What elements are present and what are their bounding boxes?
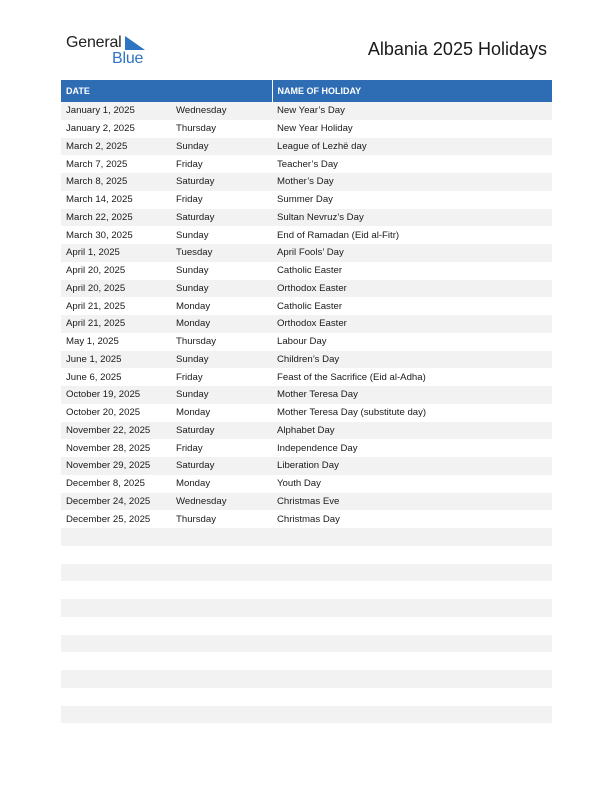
weekday-cell: Monday: [171, 475, 272, 493]
table-row: [61, 617, 552, 635]
holiday-date-cell: [61, 688, 171, 706]
holiday-date-cell: November 29, 2025: [61, 457, 171, 475]
holiday-name-cell: Labour Day: [272, 333, 552, 351]
holiday-date-cell: April 1, 2025: [61, 244, 171, 262]
holiday-date-cell: March 14, 2025: [61, 191, 171, 209]
weekday-cell: [171, 617, 272, 635]
table-row: [61, 510, 552, 528]
table-row: [61, 404, 552, 422]
holiday-date-cell: November 22, 2025: [61, 422, 171, 440]
holiday-name-cell: [272, 617, 552, 635]
holiday-name-cell: Orthodox Easter: [272, 315, 552, 333]
table-row: [61, 351, 552, 369]
weekday-cell: Saturday: [171, 422, 272, 440]
table-row: [61, 244, 552, 262]
table-row: [61, 457, 552, 475]
weekday-cell: Wednesday: [171, 493, 272, 511]
holiday-date-cell: [61, 581, 171, 599]
holiday-date-cell: [61, 617, 171, 635]
holiday-date-cell: January 1, 2025: [61, 102, 171, 120]
weekday-cell: Friday: [171, 191, 272, 209]
table-row: [61, 155, 552, 173]
holiday-date-cell: October 20, 2025: [61, 404, 171, 422]
weekday-cell: Sunday: [171, 226, 272, 244]
table-row: [61, 652, 552, 670]
holiday-name-cell: Catholic Easter: [272, 297, 552, 315]
weekday-cell: [171, 635, 272, 653]
table-row: [61, 564, 552, 582]
table-row: [61, 226, 552, 244]
holiday-name-cell: Orthodox Easter: [272, 280, 552, 298]
weekday-cell: Thursday: [171, 120, 272, 138]
weekday-cell: Wednesday: [171, 102, 272, 120]
weekday-cell: Tuesday: [171, 244, 272, 262]
table-row: [61, 475, 552, 493]
table-row: [61, 209, 552, 227]
holiday-name-cell: [272, 635, 552, 653]
weekday-cell: Sunday: [171, 386, 272, 404]
table-row: [61, 688, 552, 706]
holiday-name-cell: End of Ramadan (Eid al-Fitr): [272, 226, 552, 244]
holiday-name-cell: [272, 723, 552, 741]
weekday-cell: [171, 599, 272, 617]
weekday-cell: [171, 688, 272, 706]
weekday-cell: Friday: [171, 368, 272, 386]
table-row: [61, 102, 552, 120]
table-row: [61, 138, 552, 156]
weekday-cell: [171, 546, 272, 564]
table-row: [61, 706, 552, 724]
table-row: [61, 280, 552, 298]
holiday-date-cell: April 21, 2025: [61, 297, 171, 315]
table-row: [61, 120, 552, 138]
weekday-cell: Monday: [171, 404, 272, 422]
holiday-name-cell: Mother Teresa Day (substitute day): [272, 404, 552, 422]
weekday-cell: Sunday: [171, 351, 272, 369]
weekday-cell: Monday: [171, 297, 272, 315]
table-row: [61, 439, 552, 457]
weekday-cell: Sunday: [171, 280, 272, 298]
holiday-name-cell: Children’s Day: [272, 351, 552, 369]
holiday-name-cell: Christmas Eve: [272, 493, 552, 511]
holiday-date-cell: March 8, 2025: [61, 173, 171, 191]
holiday-name-cell: [272, 670, 552, 688]
column-header-date: DATE: [61, 80, 272, 102]
weekday-cell: [171, 581, 272, 599]
holiday-name-cell: [272, 564, 552, 582]
holiday-name-cell: [272, 706, 552, 724]
holiday-date-cell: December 25, 2025: [61, 510, 171, 528]
table-row: [61, 173, 552, 191]
table-row: [61, 386, 552, 404]
table-row: [61, 333, 552, 351]
table-row: [61, 546, 552, 564]
holiday-name-cell: Youth Day: [272, 475, 552, 493]
holiday-name-cell: Independence Day: [272, 439, 552, 457]
holiday-date-cell: January 2, 2025: [61, 120, 171, 138]
weekday-cell: Saturday: [171, 457, 272, 475]
table-header-row: [61, 80, 552, 102]
holiday-date-cell: [61, 706, 171, 724]
logo-triangle-icon: [125, 36, 145, 50]
table-body: [61, 102, 552, 741]
holiday-name-cell: Sultan Nevruz’s Day: [272, 209, 552, 227]
holiday-name-cell: New Year’s Day: [272, 102, 552, 120]
holiday-name-cell: [272, 652, 552, 670]
holiday-name-cell: [272, 528, 552, 546]
table-row: [61, 315, 552, 333]
holiday-date-cell: [61, 652, 171, 670]
table-row: [61, 581, 552, 599]
holiday-date-cell: November 28, 2025: [61, 439, 171, 457]
weekday-cell: Thursday: [171, 510, 272, 528]
holiday-name-cell: Alphabet Day: [272, 422, 552, 440]
holiday-date-cell: [61, 528, 171, 546]
weekday-cell: Friday: [171, 439, 272, 457]
holiday-date-cell: [61, 670, 171, 688]
holiday-name-cell: New Year Holiday: [272, 120, 552, 138]
weekday-cell: [171, 706, 272, 724]
weekday-cell: Thursday: [171, 333, 272, 351]
holiday-name-cell: Mother’s Day: [272, 173, 552, 191]
holiday-name-cell: [272, 688, 552, 706]
table-row: [61, 528, 552, 546]
holiday-name-cell: League of Lezhë day: [272, 138, 552, 156]
weekday-cell: [171, 528, 272, 546]
table-row: [61, 599, 552, 617]
holiday-date-cell: March 2, 2025: [61, 138, 171, 156]
weekday-cell: Sunday: [171, 138, 272, 156]
logo-text-general: General: [66, 34, 122, 51]
weekday-cell: [171, 670, 272, 688]
holiday-name-cell: Summer Day: [272, 191, 552, 209]
logo-text-blue: Blue: [112, 50, 144, 67]
holiday-date-cell: [61, 723, 171, 741]
holiday-date-cell: [61, 599, 171, 617]
weekday-cell: [171, 723, 272, 741]
weekday-cell: [171, 652, 272, 670]
holiday-date-cell: March 22, 2025: [61, 209, 171, 227]
holiday-date-cell: [61, 546, 171, 564]
table-row: [61, 297, 552, 315]
weekday-cell: Monday: [171, 315, 272, 333]
holiday-date-cell: June 6, 2025: [61, 368, 171, 386]
holiday-name-cell: Feast of the Sacrifice (Eid al-Adha): [272, 368, 552, 386]
holiday-date-cell: May 1, 2025: [61, 333, 171, 351]
holiday-name-cell: Liberation Day: [272, 457, 552, 475]
table-row: [61, 191, 552, 209]
weekday-cell: Friday: [171, 155, 272, 173]
table-row: [61, 723, 552, 741]
table-row: [61, 422, 552, 440]
holiday-name-cell: Teacher’s Day: [272, 155, 552, 173]
weekday-cell: Saturday: [171, 209, 272, 227]
holiday-name-cell: [272, 581, 552, 599]
generalblue-logo: [66, 34, 156, 68]
holiday-date-cell: December 8, 2025: [61, 475, 171, 493]
holiday-date-cell: March 7, 2025: [61, 155, 171, 173]
holiday-name-cell: April Fools’ Day: [272, 244, 552, 262]
page-title: Albania 2025 Holidays: [367, 39, 547, 59]
holiday-name-cell: Christmas Day: [272, 510, 552, 528]
holiday-name-cell: Mother Teresa Day: [272, 386, 552, 404]
table-row: [61, 368, 552, 386]
table-row: [61, 262, 552, 280]
holiday-name-cell: [272, 546, 552, 564]
holiday-date-cell: December 24, 2025: [61, 493, 171, 511]
table-row: [61, 493, 552, 511]
holiday-date-cell: April 20, 2025: [61, 262, 171, 280]
holiday-date-cell: [61, 635, 171, 653]
weekday-cell: Saturday: [171, 173, 272, 191]
holiday-date-cell: April 21, 2025: [61, 315, 171, 333]
weekday-cell: [171, 564, 272, 582]
table-row: [61, 635, 552, 653]
holiday-name-cell: [272, 599, 552, 617]
holiday-date-cell: [61, 564, 171, 582]
holiday-date-cell: March 30, 2025: [61, 226, 171, 244]
holiday-table: [61, 80, 552, 741]
holiday-date-cell: April 20, 2025: [61, 280, 171, 298]
holiday-date-cell: June 1, 2025: [61, 351, 171, 369]
weekday-cell: Sunday: [171, 262, 272, 280]
holiday-name-cell: Catholic Easter: [272, 262, 552, 280]
table-row: [61, 670, 552, 688]
column-header-holiday-name: NAME OF HOLIDAY: [272, 80, 552, 102]
holiday-date-cell: October 19, 2025: [61, 386, 171, 404]
